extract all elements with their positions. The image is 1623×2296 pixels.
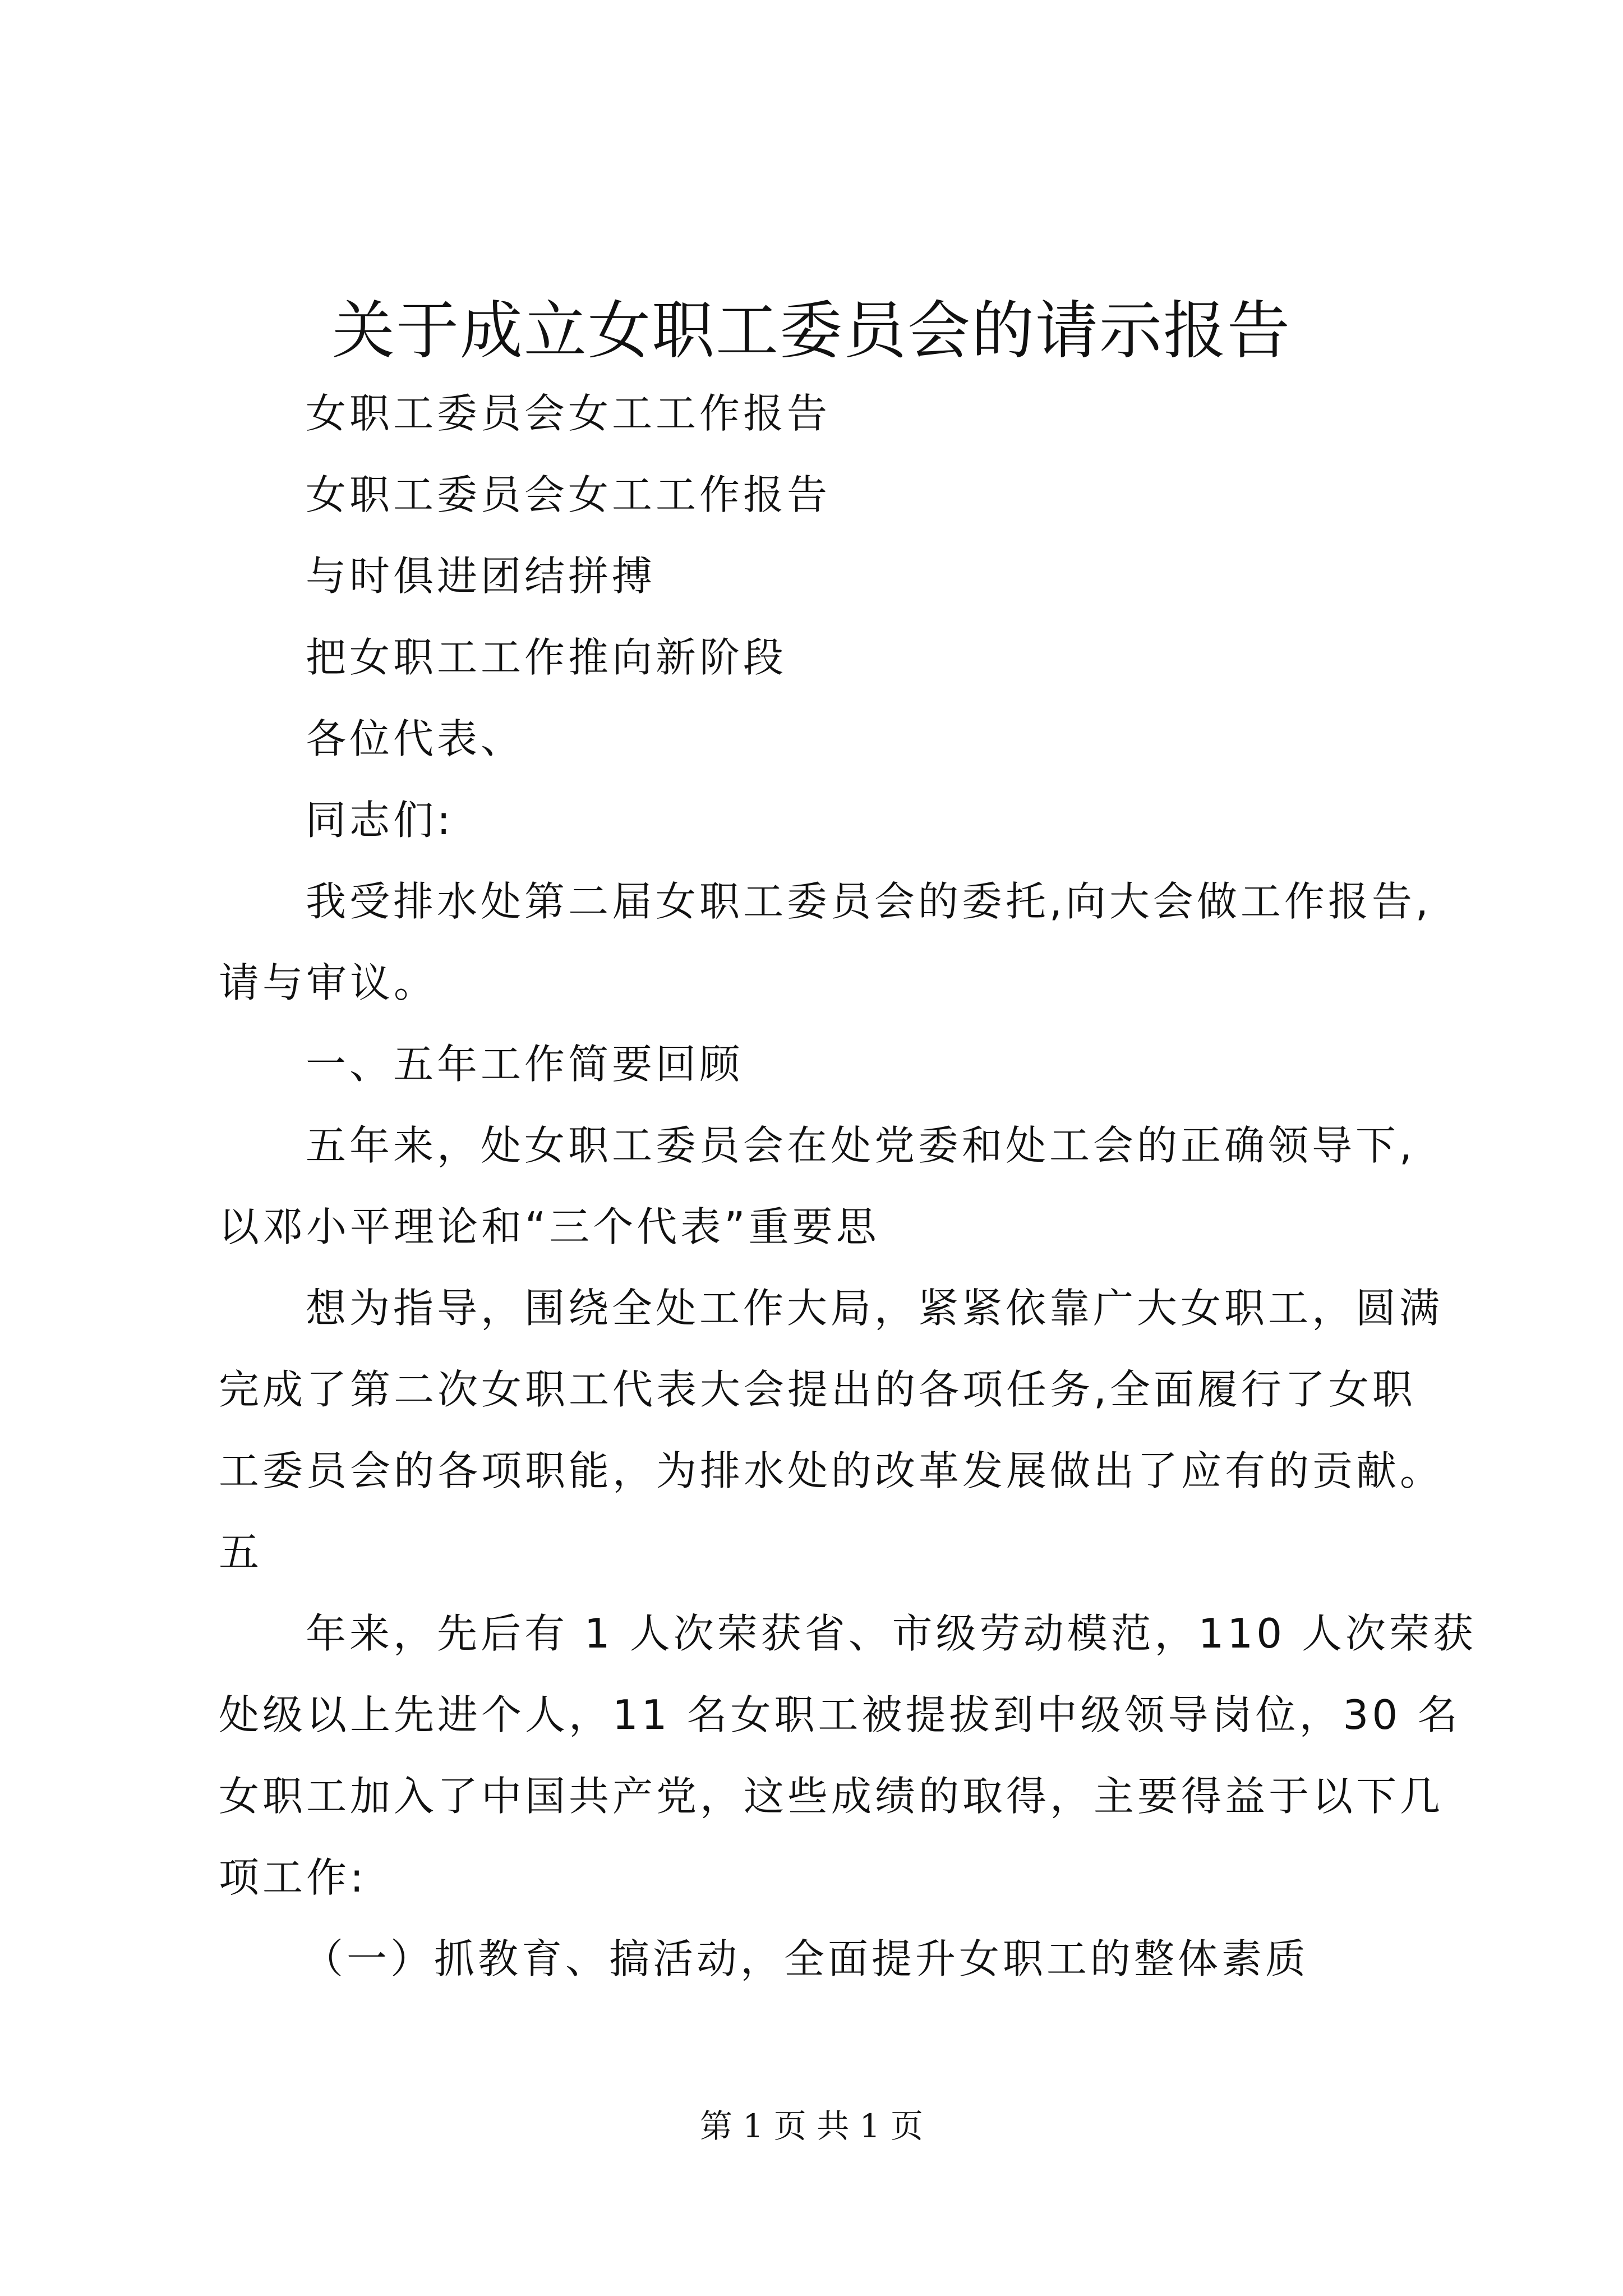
- body-line: 年来，先后有 1 人次荣获省、市级劳动模范，110 人次荣获: [306, 1610, 1477, 1657]
- body-line: 工委员会的各项职能，为排水处的改革发展做出了应有的贡献。: [219, 1447, 1444, 1494]
- body-line: 想为指导，围绕全处工作大局，紧紧依靠广大女职工，圆满: [306, 1285, 1444, 1332]
- body-line: 与时俱进团结拼搏: [306, 553, 656, 600]
- body-line: 请与审议。: [219, 959, 438, 1006]
- page-number: 第 1 页 共 1 页: [700, 2107, 923, 2145]
- section-heading: （一）抓教育、搞活动，全面提升女职工的整体素质: [303, 1935, 1310, 1982]
- body-line: 完成了第二次女职工代表大会提出的各项任务,全面履行了女职: [219, 1366, 1416, 1413]
- body-line: 各位代表、: [306, 715, 525, 762]
- body-line: 同志们:: [306, 797, 454, 844]
- body-line: 五: [219, 1529, 263, 1576]
- body-line: 以邓小平理论和“三个代表”重要思: [219, 1203, 880, 1250]
- body-line: 处级以上先进个人，11 名女职工被提拔到中级领导岗位，30 名: [219, 1691, 1461, 1738]
- body-line: 女职工加入了中国共产党，这些成绩的取得，主要得益于以下几: [219, 1773, 1444, 1820]
- body-line: 把女职工工作推向新阶段: [306, 634, 787, 681]
- body-line: 女职工委员会女工工作报告: [306, 390, 831, 437]
- body-line: 项工作:: [219, 1854, 367, 1901]
- body-line: 一、五年工作简要回顾: [306, 1041, 744, 1088]
- body-line: 我受排水处第二届女职工委员会的委托,向大会做工作报告,: [306, 878, 1432, 925]
- body-line: 女职工委员会女工工作报告: [306, 471, 831, 518]
- body-line: 五年来，处女职工委员会在处党委和处工会的正确领导下,: [306, 1122, 1415, 1169]
- document-title: 关于成立女职工委员会的请示报告: [332, 295, 1291, 367]
